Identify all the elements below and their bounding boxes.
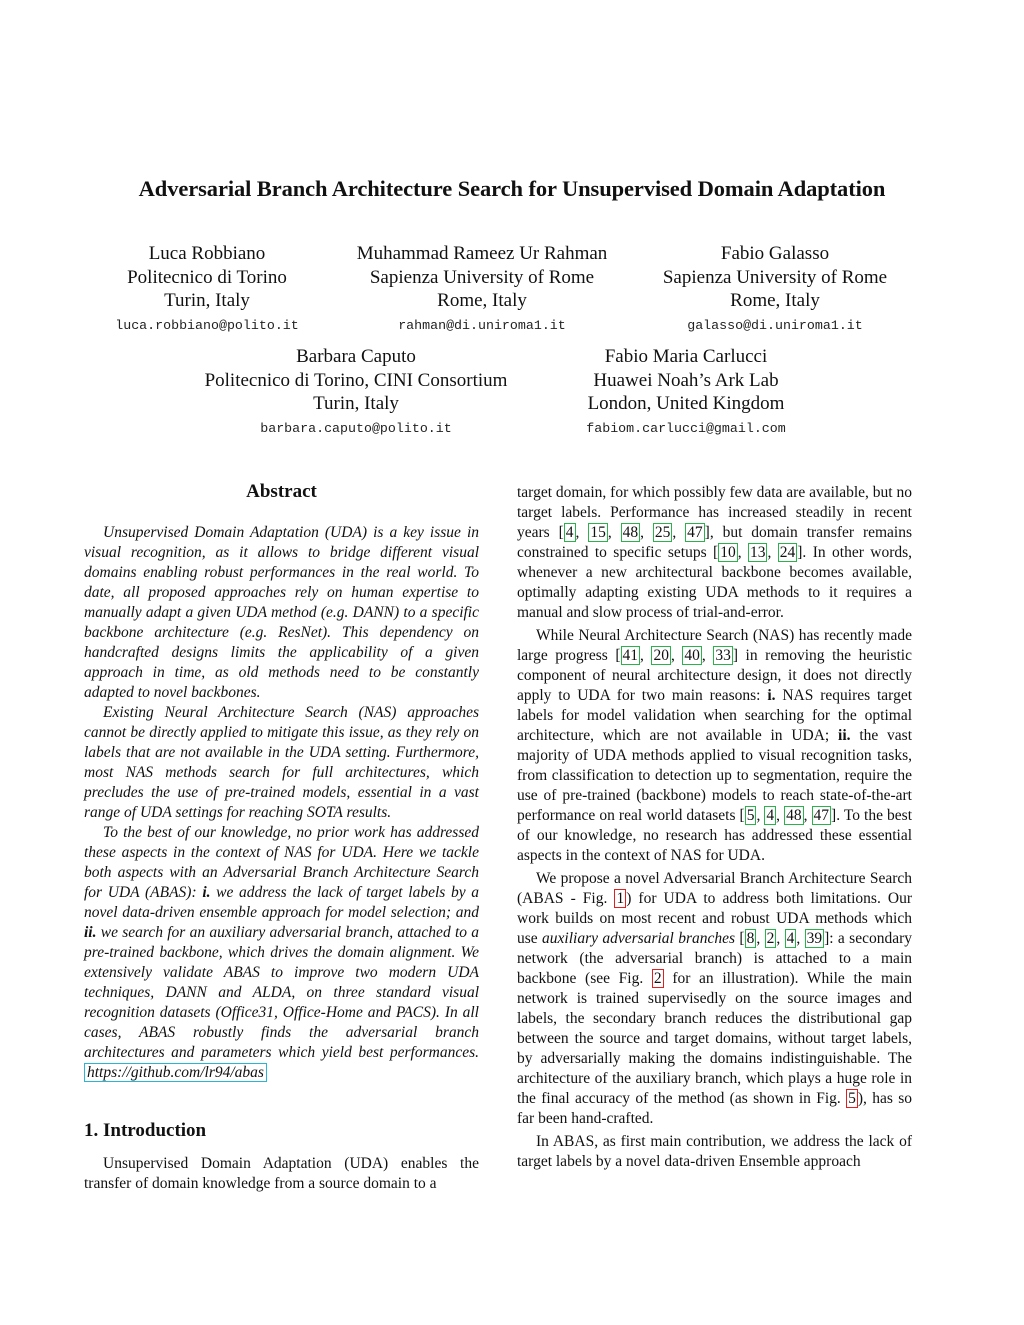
author-affiliation: Politecnico di Torino (127, 266, 287, 288)
citation-group: 5 , 4 , 48 , 47 (746, 807, 830, 824)
abstract-paragraph: Existing Neural Architecture Search (NAS) approaches cannot be directly applied to mitigate this issue, as they rely on labels that are not available in the UDA setting. Furthermore, most NAS methods search for full architectures, which precludes the use of pre-trained models, essential in a vast range of UDA settings for reaching SOTA results. (84, 704, 479, 821)
body-text: ] in removing the heuristic component of neural architecture design, it does not directly apply to UDA for two main reasons: (517, 647, 912, 704)
citation-group: 4 , 15 , 48 , 25 , 47 (565, 524, 703, 541)
citation-ref[interactable]: 8 (746, 930, 755, 947)
citation-ref[interactable]: 40 (684, 647, 700, 664)
citation-ref[interactable]: 4 (766, 807, 775, 824)
body-text: ], but domain transfer remains constrained to specific setups [ (517, 524, 913, 561)
citation-ref[interactable]: 25 (654, 524, 671, 541)
author-email[interactable]: barbara.caputo@polito.it (260, 420, 452, 436)
author-block (332, 242, 632, 336)
enum-marker: ii. (84, 924, 97, 941)
author-location: London, United Kingdom (587, 393, 785, 415)
author-block (556, 345, 816, 439)
intro-body (84, 1154, 479, 1194)
author-block (82, 242, 332, 336)
citation-ref[interactable]: 47 (813, 807, 830, 824)
author-affiliation: Sapienza University of Rome (662, 266, 888, 288)
body-paragraph (517, 483, 912, 623)
author-name: Fabio Maria Carlucci (604, 346, 768, 367)
author-location: Turin, Italy (164, 290, 250, 312)
citation-ref[interactable]: 4 (565, 524, 574, 541)
author-name: Barbara Caputo (296, 346, 416, 367)
enum-marker: i. (202, 884, 211, 901)
abstract-text: we search for an auxiliary adversarial branch, attached to a pre-trained backbone, which drives the domain alignment. We extensively validate ABAS to improve two modern UDA techniques, DANN and ALDA, on three standard visual recognition datasets (Office31, Office-Home and PACS). In all cases, ABAS robustly finds the adversarial branch architectures and parameters which yield best performances. (84, 924, 480, 1061)
enum-marker: i. (767, 687, 776, 704)
author-email[interactable]: rahman@di.uniroma1.it (398, 317, 566, 333)
author-name: Fabio Galasso (720, 243, 830, 264)
body-text: ) for UDA to address both limitations. Our work builds on most recent and robust UDA methods which use (517, 890, 912, 947)
body-paragraph: In ABAS, as first main contribution, we address the lack of target labels by a novel data-driven Ensemble approach (517, 1133, 912, 1170)
citation-ref[interactable]: 48 (786, 807, 802, 824)
abstract-heading: Abstract (246, 481, 317, 502)
citation-group: 8 , 2 , 4 , 39 (746, 930, 823, 947)
body-text: target domain, for which possibly few data are available, but no target labels. Performance has increased steadily in recent years [ (517, 484, 912, 541)
author-name: Luca Robbiano (148, 243, 266, 264)
citation-ref[interactable]: 24 (779, 544, 796, 561)
figure-ref[interactable]: 5 (848, 1090, 856, 1107)
author-email[interactable]: luca.robbiano@polito.it (115, 317, 299, 333)
body-paragraph: We propose a novel Adversarial Branch Architecture Search (ABAS - Fig. 1 ) for UDA to address both limitations. Our work builds on most recent and robust UDA methods which use auxiliary adversarial branches [ 8 , 2 , 4 , 39 ]: a secondary network (the adversarial branch) is attached to a main backbone (see Fig. 2 for an illustration). While the main network is trained supervisedly on the source images and labels, the secondary branch reduces the distributional gap between the source and target domains, without target labels, by adversarially making the domains indistinguishable. The architecture of the auxiliary branch, which plays a huge role in the final accuracy of the method (as shown in Fig. 5 ), has so far been hand-crafted. (517, 870, 913, 1127)
body-text: the vast majority of UDA methods applied to visual recognition tasks, from classification to detection up to segmentation, require the use of pre-trained (backbone) models to reach state-of-the-art performance on real world datasets [ (517, 727, 913, 824)
emphasis-text: auxiliary adversarial branches (542, 930, 736, 947)
citation-ref[interactable]: 41 (622, 647, 638, 664)
figure-ref[interactable]: 1 (616, 890, 625, 907)
citation-group: 41 , 20 , 40 , 33 (622, 647, 731, 664)
citation-ref[interactable]: 13 (749, 544, 766, 561)
body-text: NAS requires target labels for model validation when searching for the optimal architecture, which are not available in UDA; (517, 687, 913, 744)
enum-marker: ii. (838, 727, 851, 744)
body-paragraph (517, 626, 912, 866)
figure-ref[interactable]: 2 (653, 970, 662, 987)
author-email[interactable]: galasso@di.uniroma1.it (687, 317, 863, 333)
body-text: : a secondary network (the adversarial branch) is attached to a main backbone (see Fig. (517, 930, 913, 987)
author-affiliation: Sapienza University of Rome (369, 266, 595, 288)
citation-ref[interactable]: 10 (720, 544, 736, 561)
abstract-paragraph: Unsupervised Domain Adaptation (UDA) is a key issue in visual recognition, as it allows to bridge different visual domains enabling robust performances in the real world. To date, all proposed approaches rely on human expertise to manually adapt a given UDA method (e.g. DANN) to a specific backbone architecture (e.g. ResNet). This dependency on handcrafted designs limits the applicability of a given approach in time, as old methods need to be constantly adapted to novel backbones. (84, 524, 479, 701)
abstract-paragraph (84, 823, 479, 1083)
citation-ref[interactable]: 39 (806, 930, 823, 947)
citation-ref[interactable]: 4 (786, 930, 795, 947)
author-block (640, 242, 910, 336)
paper-title: Adversarial Branch Architecture Search for Unsupervised Domain Adaptation (138, 176, 886, 201)
citation-ref[interactable]: 48 (622, 524, 639, 541)
author-location: Rome, Italy (437, 290, 527, 312)
citation-ref[interactable]: 15 (590, 524, 606, 541)
citation-group: 10 , 13 , 24 (720, 544, 796, 561)
body-text: We propose a novel Adversarial Branch Architecture Search (ABAS - Fig. (517, 870, 912, 907)
author-affiliation: Politecnico di Torino, CINI Consortium (204, 369, 508, 391)
body-text: for an illustration). While the main network is trained supervisedly on the source images and labels, the secondary branch reduces the distributional gap between the source and target domains, without target labels, by adversarially making the domains indistinguishable. The architecture of the auxiliary branch, which plays a huge role in the final accuracy of the method (as shown in Fig. (517, 970, 913, 1107)
author-email[interactable]: fabiom.carlucci@gmail.com (586, 420, 786, 436)
citation-ref[interactable]: 2 (766, 930, 775, 947)
author-block (186, 345, 526, 439)
body-text: ]. To the best of our knowledge, no research has addressed these essential aspects in the context of NAS for UDA. (517, 807, 913, 864)
citation-ref[interactable]: 47 (687, 524, 703, 541)
body-text: While Neural Architecture Search (NAS) has recently made large progress [ (517, 627, 912, 664)
author-location: Turin, Italy (313, 393, 399, 415)
citation-ref[interactable]: 20 (653, 647, 669, 664)
body-text: ]. In other words, whenever a new architectural backbone becomes available, optimally adapting existing UDA methods to it requires a manual and slow process of trial-and-error. (517, 544, 913, 621)
abstract-body (84, 523, 479, 1083)
author-affiliation: Huawei Noah’s Ark Lab (593, 369, 779, 391)
abstract-text: To the best of our knowledge, no prior work has addressed these aspects in the context of NAS for UDA. Here we tackle both aspects with an Adversarial Branch Architecture Search for UDA (ABAS): (84, 824, 479, 901)
github-link[interactable]: https://github.com/lr94/abas (84, 1063, 267, 1082)
body-text: ), has so far been hand-crafted. (517, 1090, 912, 1127)
right-column (517, 483, 912, 1175)
citation-ref[interactable]: 5 (746, 807, 755, 824)
citation-ref[interactable]: 33 (715, 647, 731, 664)
author-location: Rome, Italy (730, 290, 820, 312)
intro-paragraph: Unsupervised Domain Adaptation (UDA) enables the transfer of domain knowledge from a source domain to a (84, 1155, 479, 1192)
author-name: Muhammad Rameez Ur Rahman (356, 243, 608, 264)
abstract-text: we address the lack of target labels by a novel data-driven ensemble approach for model selection; and (84, 884, 480, 921)
section-heading-introduction: 1. Introduction (84, 1120, 207, 1141)
